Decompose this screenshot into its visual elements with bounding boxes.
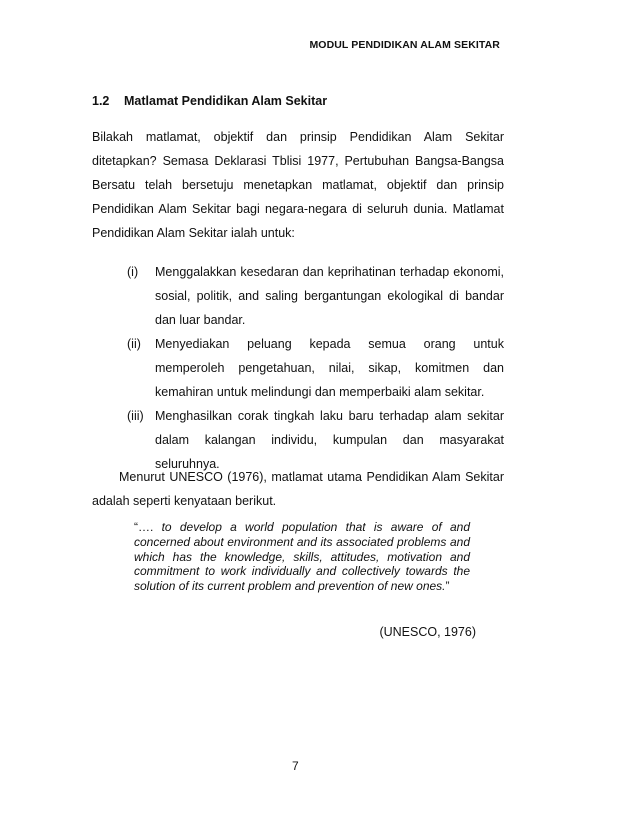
goal-marker: (ii) bbox=[127, 337, 141, 351]
section-number: 1.2 bbox=[92, 94, 110, 108]
quote-close-mark: ” bbox=[445, 579, 450, 594]
section-heading bbox=[92, 94, 327, 108]
goals-list bbox=[127, 260, 504, 476]
quote-citation: (UNESCO, 1976) bbox=[379, 625, 476, 639]
goal-text: Menggalakkan kesedaran dan keprihatinan terhadap ekonomi, sosial, politik, and saling bergantungan ekologikal di bandar dan luar bandar. bbox=[155, 265, 504, 327]
running-header: MODUL PENDIDIKAN ALAM SEKITAR bbox=[309, 39, 500, 51]
goal-text: Menyediakan peluang kepada semua orang untuk memperoleh pengetahuan, nilai, sikap, komitmen dan kemahiran untuk melindungi dan memperbaiki alam sekitar. bbox=[155, 337, 504, 399]
intro-paragraph: Bilakah matlamat, objektif dan prinsip Pendidikan Alam Sekitar ditetapkan? Semasa Deklarasi Tblisi 1977, Pertubuhan Bangsa-Bangsa Bersatu telah bersetuju menetapkan matlamat, objektif dan prinsip Pendidikan Alam Sekitar bagi negara-negara di seluruh dunia. Matlamat Pendidikan Alam Sekitar ialah untuk: bbox=[92, 130, 504, 240]
goal-text: Menghasilkan corak tingkah laku baru terhadap alam sekitar dalam kalangan individu, kumpulan dan masyarakat seluruhnya. bbox=[155, 409, 504, 471]
goal-item bbox=[127, 260, 504, 332]
unesco-quote bbox=[134, 520, 470, 594]
unesco-paragraph: Menurut UNESCO (1976), matlamat utama Pendidikan Alam Sekitar adalah seperti kenyataan berikut. bbox=[92, 470, 504, 508]
page-number: 7 bbox=[292, 759, 299, 773]
goal-marker: (i) bbox=[127, 265, 139, 279]
goal-item bbox=[127, 332, 504, 404]
section-title: Matlamat Pendidikan Alam Sekitar bbox=[124, 94, 328, 108]
quote-text: to develop a world population that is aware of and concerned about environment and its associated problems and which has the knowledge, skills, attitudes, motivation and commitment to work individually and collectively towards the solution of its current problem and prevention of new ones. bbox=[134, 520, 470, 594]
goal-marker: (iii) bbox=[127, 409, 144, 423]
quote-open-mark: “…. bbox=[134, 520, 154, 534]
